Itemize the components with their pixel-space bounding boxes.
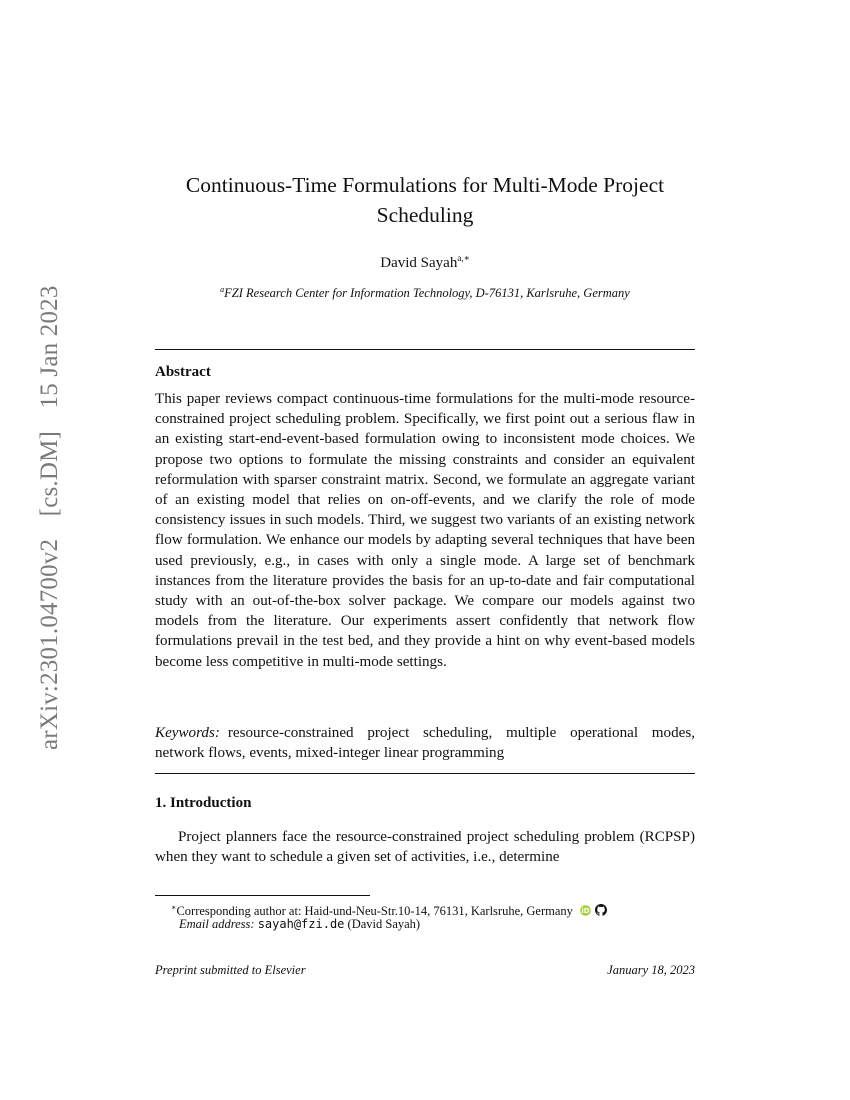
keywords xyxy=(155,723,695,763)
footnote-mark: ∗ xyxy=(171,903,177,912)
footnote-email xyxy=(155,916,695,933)
author-marks: a,∗ xyxy=(457,253,470,263)
affiliation xyxy=(155,285,695,301)
affiliation-mark: a xyxy=(220,285,225,294)
author-line xyxy=(155,253,695,272)
footnote-corresponding-text: Corresponding author at: Haid-und-Neu-Str.10-14, 76131, Karlsruhe, Germany xyxy=(176,904,573,918)
footer-preprint: Preprint submitted to Elsevier xyxy=(155,963,306,977)
section-heading-introduction: 1. Introduction xyxy=(155,795,252,811)
author-name: David Sayah xyxy=(380,255,458,271)
arxiv-stamp xyxy=(36,269,64,750)
keywords-label: Keywords: xyxy=(155,725,220,741)
abstract-heading: Abstract xyxy=(155,364,211,380)
footer-date: January 18, 2023 xyxy=(607,963,695,977)
affiliation-text: FZI Research Center for Information Technology, D-76131, Karlsruhe, Germany xyxy=(224,286,630,300)
arxiv-id: arXiv:2301.04700v2 xyxy=(36,538,63,750)
footnote-rule xyxy=(155,895,370,896)
email-link[interactable]: sayah@fzi.de xyxy=(257,917,345,931)
abstract-top-rule xyxy=(155,349,695,350)
abstract-text: This paper reviews compact continuous-time formulations for the multi-mode resource-constrained project scheduling problem. Specifically, we first point out a serious flaw in an existing start-end-event-based formulation owing to inconsistent mode choices. We propose two options to formulate the missing constraints and consider an equivalent reformulation with sparser constraint matrix. Second, we formulate an aggregate variant of an existing model that relies on on-off-events, and we clarify the role of mode consistency issues in such models. Third, we suggest two variants of an existing network flow formulation. We enhance our models by adapting several techniques that have been used previously, e.g., in cases with only a single mode. A large set of benchmark instances from the literature provides the basis for an up-to-date and fair computational study with an out-of-the-box solver package. We compare our models against two models from the literature. Our experiments assert confidently that network flow formulations prevail in the test bed, and they provide a hint on why event-based models become less competitive in multi-mode settings. xyxy=(155,391,695,670)
email-label: Email address: xyxy=(179,917,255,931)
keywords-text: resource-constrained project scheduling, multiple operational modes, network flows, events, mixed-integer linear programming xyxy=(155,725,695,762)
paper-title: Continuous-Time Formulations for Multi-Mode Project Scheduling xyxy=(185,173,665,227)
introduction-text: Project planners face the resource-constrained project scheduling problem (RCPSP) when they want to schedule a given set of activities, i.e., determine xyxy=(155,829,695,866)
email-name: (David Sayah) xyxy=(347,917,421,931)
svg-text:iD: iD xyxy=(581,907,590,916)
abstract-bottom-rule xyxy=(155,773,695,774)
arxiv-category: [cs.DM] xyxy=(36,430,63,517)
arxiv-date: 15 Jan 2023 xyxy=(36,285,63,409)
